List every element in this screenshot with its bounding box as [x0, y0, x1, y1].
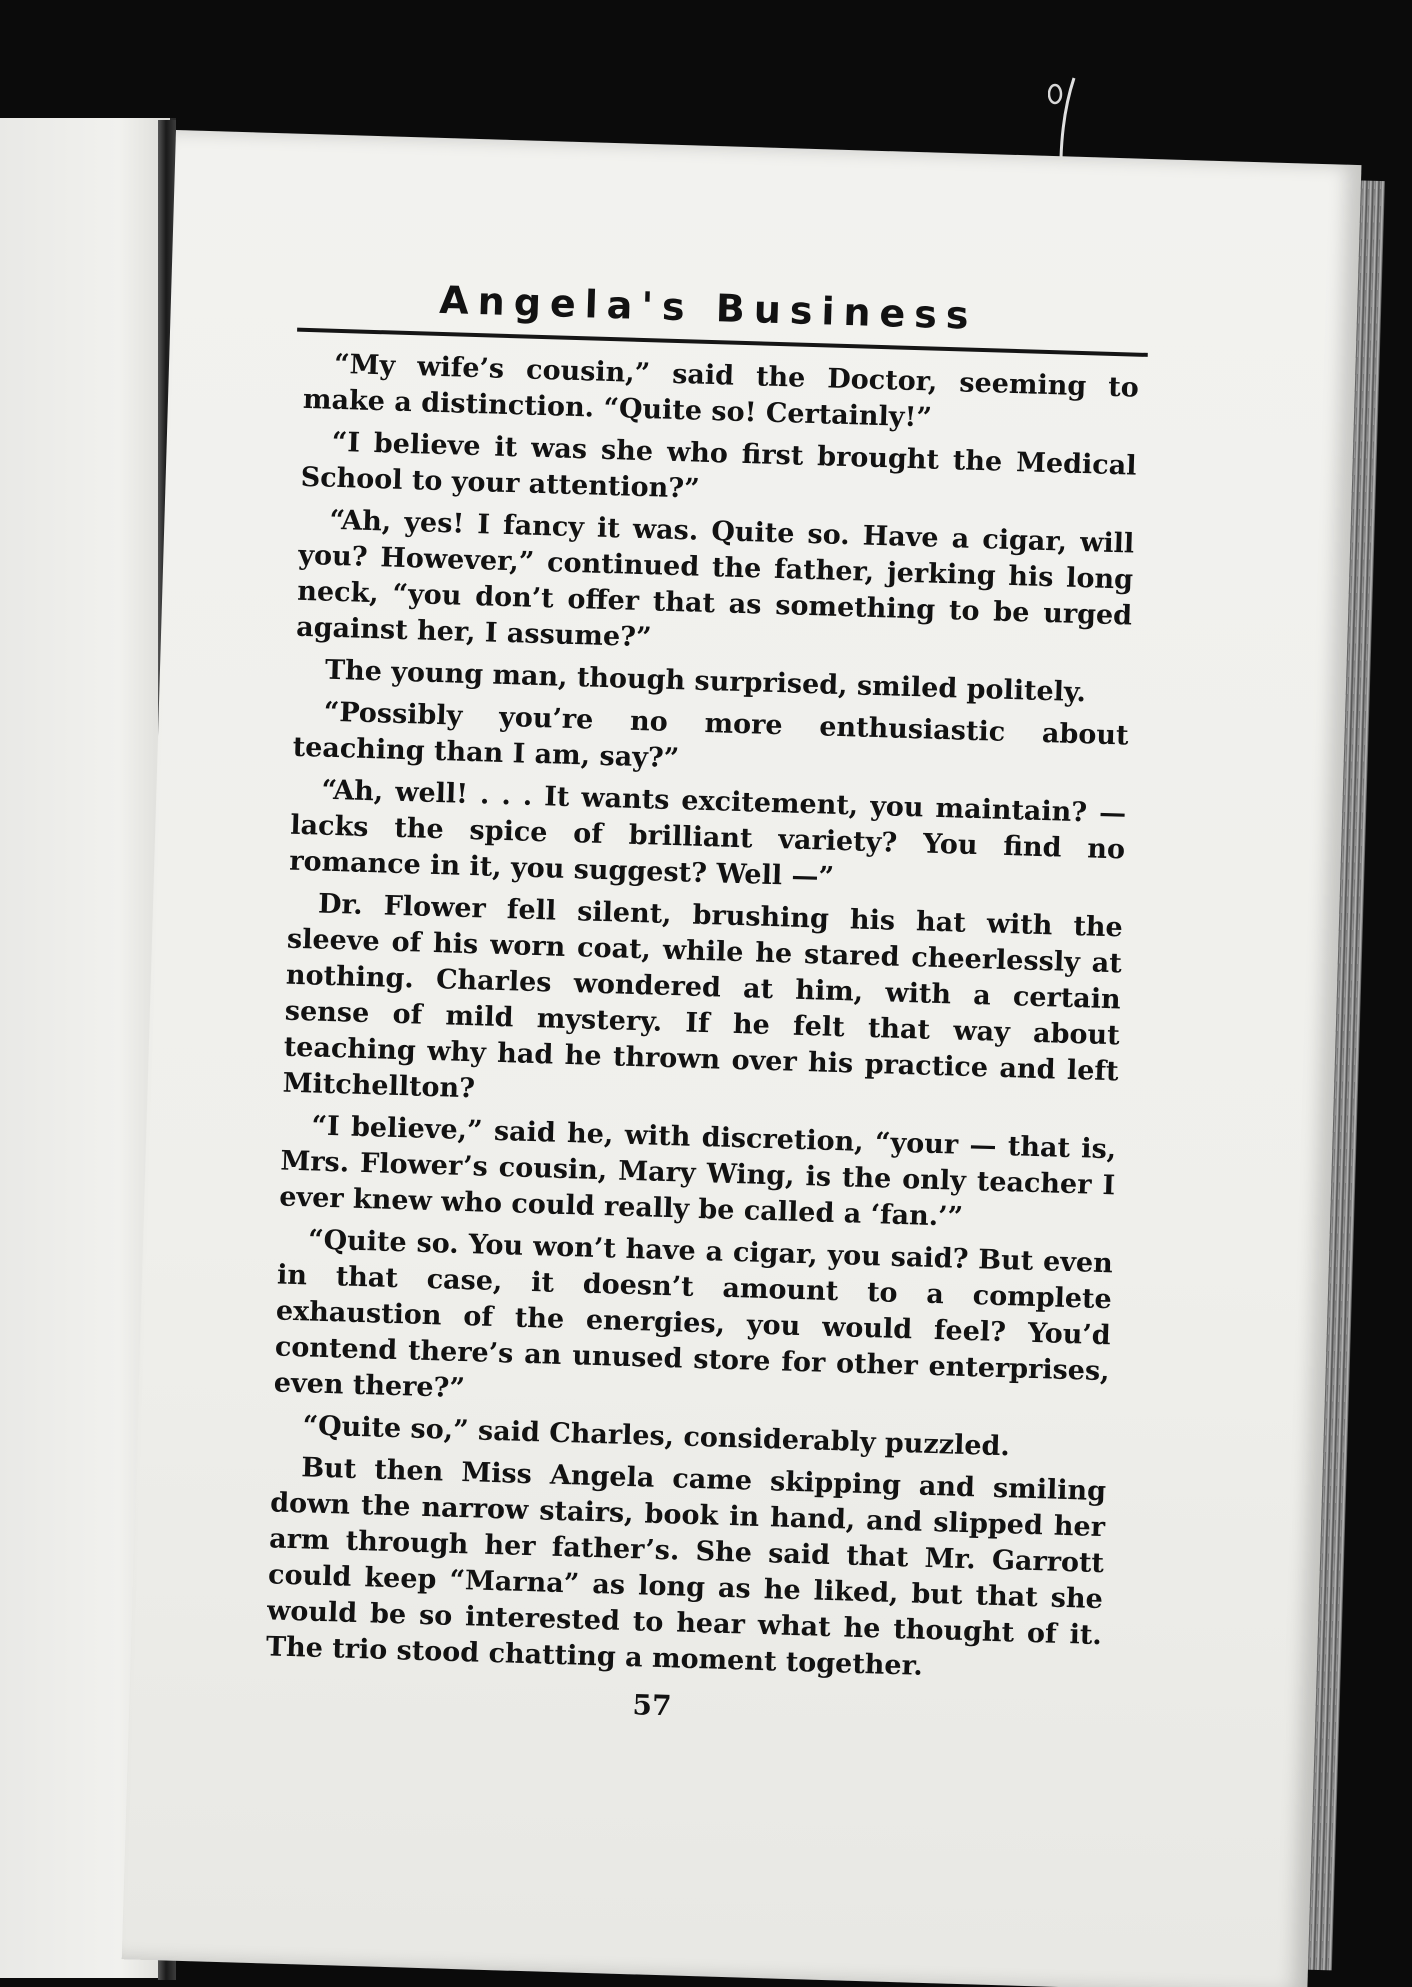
paragraph: But then Miss Angela came skipping and smiling down the narrow stairs, book in hand, and slipped her arm through her father’s. She said that Mr. Garrott could keep “Marna” as long as he liked, but that she would be so interested to hear what he thought of it. The trio stood chatting a moment together. — [265, 1452, 1107, 1682]
page-number: 57 — [632, 1688, 672, 1723]
paragraph: “I believe it was she who first brought the Medical School to your attention?” — [300, 426, 1137, 505]
paragraph: “I believe,” said he, with discretion, “your — that is, Mrs. Flower’s cousin, Mary Wing, is the only teacher I ever knew who could really be called a ‘fan.’” — [278, 1110, 1117, 1233]
paragraph: “Quite so,” said Charles, considerably puzzled. — [302, 1410, 1011, 1463]
paragraph: “Ah, well! . . . It wants excitement, you maintain? — lacks the spice of brilliant variety? You find no romance in it, you suggest? Well —” — [288, 774, 1127, 893]
paragraph: “Ah, yes! I fancy it was. Quite so. Have a cigar, will you? However,” continued the father, jerking his long neck, “you don’t offer that as something to be urged against her, I assume?” — [295, 504, 1135, 654]
paragraph: The young man, though surprised, smiled politely. — [324, 654, 1087, 709]
running-head: Angela's Business — [438, 277, 979, 338]
book-page — [122, 130, 1362, 1987]
paragraph: “Possibly you’re no more enthusiastic about teaching than I am, say?” — [292, 696, 1129, 775]
paragraph: “My wife’s cousin,” said the Doctor, seeming to make a distinction. “Quite so! Certainly!” — [302, 348, 1140, 434]
page-content — [264, 274, 1141, 1735]
paragraph: “Quite so. You won’t have a cigar, you said? But even in that case, it doesn’t amount to a complete exhaustion of the energies, you would feel? You’d contend there’s an unused store for other enterprises, even there?” — [273, 1224, 1114, 1405]
handwritten-mark — [1048, 72, 1078, 162]
paragraph: Dr. Flower fell silent, brushing his hat with the sleeve of his worn coat, while he stared cheerlessly at nothing. Charles wondered at him, with a certain sense of mild mystery. If he felt that way about teaching why had he thrown over his practice and left Mitchellton? — [282, 888, 1124, 1105]
